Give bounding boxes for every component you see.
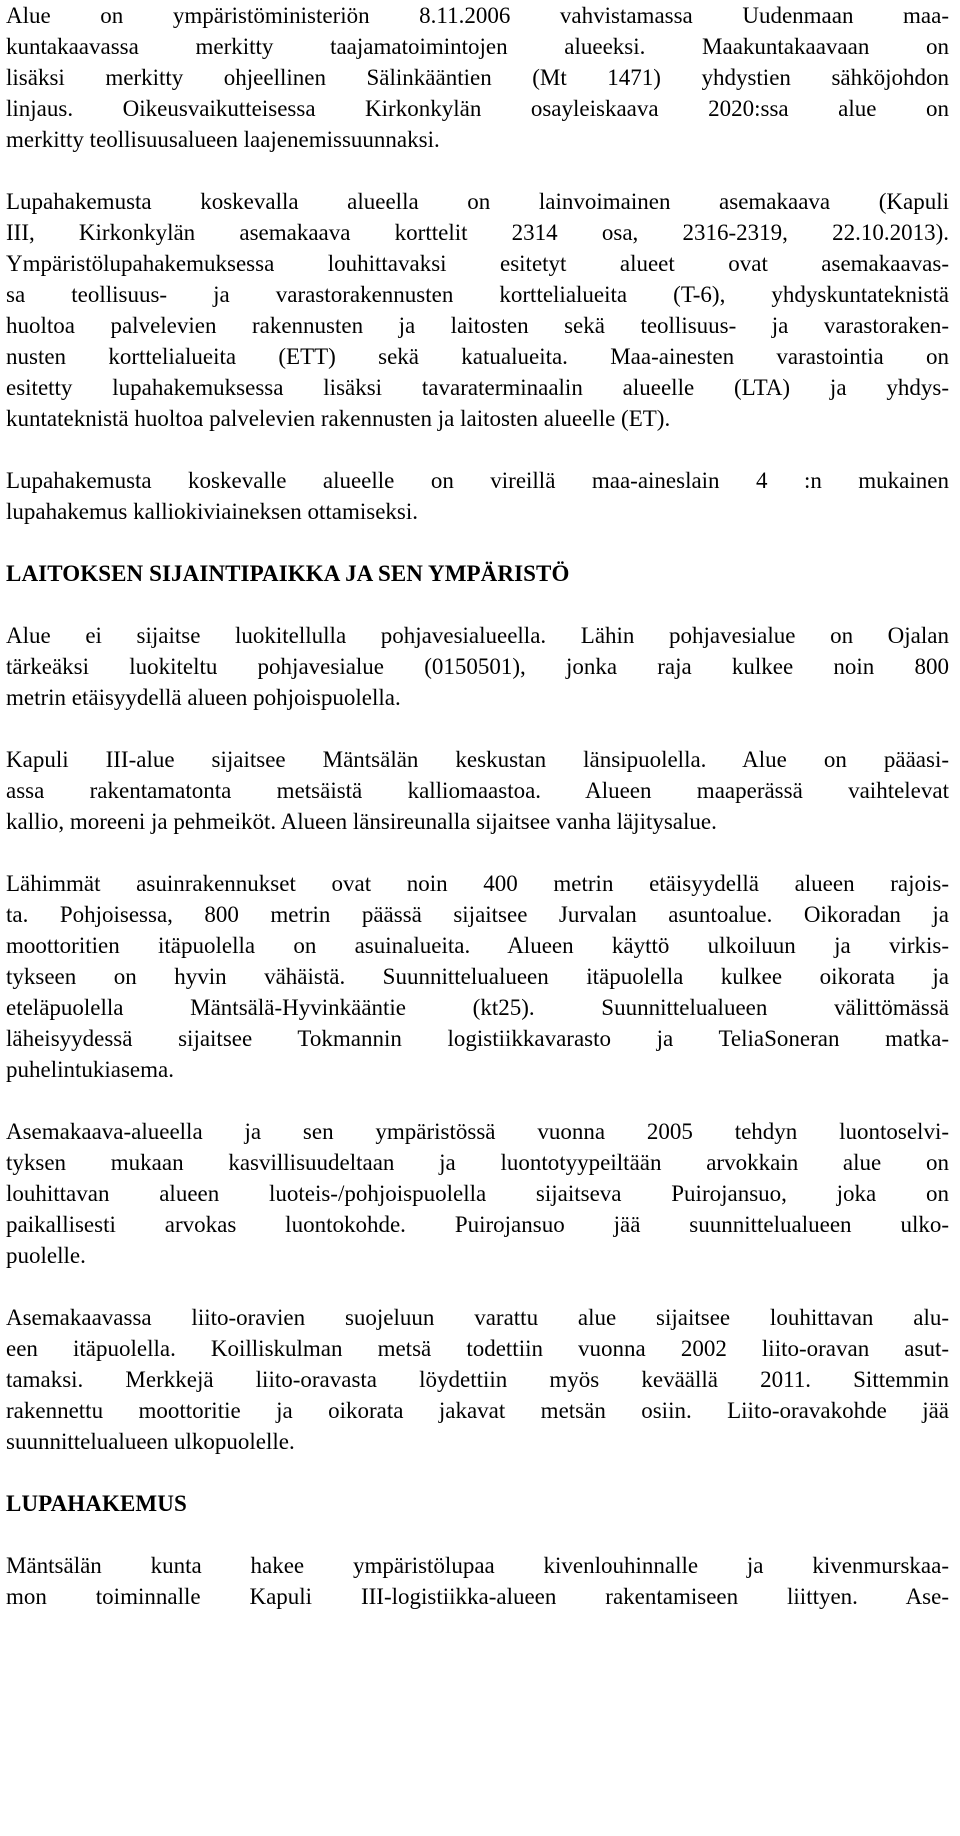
- section-heading: [6, 1488, 949, 1519]
- body-paragraph: [6, 1116, 949, 1271]
- paragraph-spacing: [6, 1457, 949, 1488]
- text-line: Ympäristölupahakemuksessa louhittavaksi esitetyt alueet ovat asemakaavas-: [6, 251, 949, 276]
- text-line: III, Kirkonkylän asemakaava korttelit 2314 osa, 2316-2319, 22.10.2013).: [6, 220, 949, 245]
- text-line: läheisyydessä sijaitsee Tokmannin logistiikkavarasto ja TeliaSoneran matka-: [6, 1026, 949, 1051]
- text-line: ta. Pohjoisessa, 800 metrin päässä sijaitsee Jurvalan asuntoalue. Oikoradan ja: [6, 902, 949, 927]
- paragraph-spacing: [6, 155, 949, 186]
- body-paragraph: [6, 465, 949, 527]
- text-line: tärkeäksi luokiteltu pohjavesialue (0150501), jonka raja kulkee noin 800: [6, 654, 949, 679]
- body-paragraph: [6, 186, 949, 434]
- text-line: merkitty teollisuusalueen laajenemissuunnaksi.: [6, 127, 440, 152]
- body-paragraph: [6, 620, 949, 713]
- text-line: een itäpuolella. Koilliskulman metsä todettiin vuonna 2002 liito-oravan asut-: [6, 1336, 949, 1361]
- text-line: tamaksi. Merkkejä liito-oravasta löydettiin myös keväällä 2011. Sittemmin: [6, 1367, 949, 1392]
- paragraph-spacing: [6, 434, 949, 465]
- paragraph-spacing: [6, 713, 949, 744]
- text-line: paikallisesti arvokas luontokohde. Puirojansuo jää suunnittelualueen ulko-: [6, 1212, 949, 1237]
- text-line: linjaus. Oikeusvaikutteisessa Kirkonkylän osayleiskaava 2020:ssa alue on: [6, 96, 949, 121]
- paragraph-spacing: [6, 1085, 949, 1116]
- paragraph-spacing: [6, 837, 949, 868]
- text-line: sa teollisuus- ja varastorakennusten korttelialueita (T-6), yhdyskuntateknistä: [6, 282, 949, 307]
- text-line: kuntateknistä huoltoa palvelevien rakennusten ja laitosten alueelle (ET).: [6, 406, 671, 431]
- text-line: Asemakaavassa liito-oravien suojeluun varattu alue sijaitsee louhittavan alu-: [6, 1305, 949, 1330]
- text-line: lisäksi merkitty ohjeellinen Sälinkääntien (Mt 1471) yhdystien sähköjohdon: [6, 65, 949, 90]
- paragraph-spacing: [6, 1271, 949, 1302]
- text-line: esitetty lupahakemuksessa lisäksi tavaraterminaalin alueelle (LTA) ja yhdys-: [6, 375, 949, 400]
- text-line: Lupahakemusta koskevalla alueella on lainvoimainen asemakaava (Kapuli: [6, 189, 949, 214]
- text-line: tyksen mukaan kasvillisuudeltaan ja luontotyypeiltään arvokkain alue on: [6, 1150, 949, 1175]
- text-line: metrin etäisyydellä alueen pohjoispuolella.: [6, 685, 401, 710]
- text-line: suunnittelualueen ulkopuolelle.: [6, 1429, 295, 1454]
- text-line: mon toiminnalle Kapuli III-logistiikka-alueen rakentamiseen liittyen. Ase-: [6, 1584, 949, 1609]
- text-line: kuntakaavassa merkitty taajamatoimintojen alueeksi. Maakuntakaavaan on: [6, 34, 949, 59]
- text-line: nusten korttelialueita (ETT) sekä katualueita. Maa-ainesten varastointia on: [6, 344, 949, 369]
- text-line: louhittavan alueen luoteis-/pohjoispuolella sijaitseva Puirojansuo, joka on: [6, 1181, 949, 1206]
- text-line: tykseen on hyvin vähäistä. Suunnittelualueen itäpuolella kulkee oikorata ja: [6, 964, 949, 989]
- text-line: Lupahakemusta koskevalle alueelle on vireillä maa-aineslain 4 :n mukainen: [6, 468, 949, 493]
- text-line: Asemakaava-alueella ja sen ympäristössä vuonna 2005 tehdyn luontoselvi-: [6, 1119, 949, 1144]
- text-line: eteläpuolella Mäntsälä-Hyvinkääntie (kt25). Suunnittelualueen välittömässä: [6, 995, 949, 1020]
- text-line: rakennettu moottoritie ja oikorata jakavat metsän osiin. Liito-oravakohde jää: [6, 1398, 949, 1423]
- text-line: LAITOKSEN SIJAINTIPAIKKA JA SEN YMPÄRISTÖ: [6, 561, 570, 586]
- text-line: puolelle.: [6, 1243, 86, 1268]
- text-line: LUPAHAKEMUS: [6, 1491, 187, 1516]
- paragraph-spacing: [6, 1519, 949, 1550]
- text-line: puhelintukiasema.: [6, 1057, 174, 1082]
- paragraph-spacing: [6, 527, 949, 558]
- body-paragraph: [6, 1302, 949, 1457]
- text-line: Mäntsälän kunta hakee ympäristölupaa kivenlouhinnalle ja kivenmurskaa-: [6, 1553, 949, 1578]
- body-paragraph: [6, 0, 949, 155]
- text-line: lupahakemus kalliokiviaineksen ottamiseksi.: [6, 499, 419, 524]
- text-line: Alue ei sijaitse luokitellulla pohjavesialueella. Lähin pohjavesialue on Ojalan: [6, 623, 949, 648]
- text-line: assa rakentamatonta metsäistä kalliomaastoa. Alueen maaperässä vaihtelevat: [6, 778, 949, 803]
- text-line: Lähimmät asuinrakennukset ovat noin 400 metrin etäisyydellä alueen rajois-: [6, 871, 949, 896]
- body-paragraph: [6, 744, 949, 837]
- paragraph-spacing: [6, 589, 949, 620]
- body-paragraph: [6, 868, 949, 1085]
- text-line: huoltoa palvelevien rakennusten ja laitosten sekä teollisuus- ja varastoraken-: [6, 313, 949, 338]
- text-line: moottoritien itäpuolella on asuinalueita. Alueen käyttö ulkoiluun ja virkis-: [6, 933, 949, 958]
- section-heading: [6, 558, 949, 589]
- text-line: kallio, moreeni ja pehmeiköt. Alueen länsireunalla sijaitsee vanha läjitysalue.: [6, 809, 717, 834]
- text-line: Kapuli III-alue sijaitsee Mäntsälän keskustan länsipuolella. Alue on pääasi-: [6, 747, 949, 772]
- text-line: Alue on ympäristöministeriön 8.11.2006 vahvistamassa Uudenmaan maa-: [6, 3, 949, 28]
- body-paragraph: [6, 1550, 949, 1612]
